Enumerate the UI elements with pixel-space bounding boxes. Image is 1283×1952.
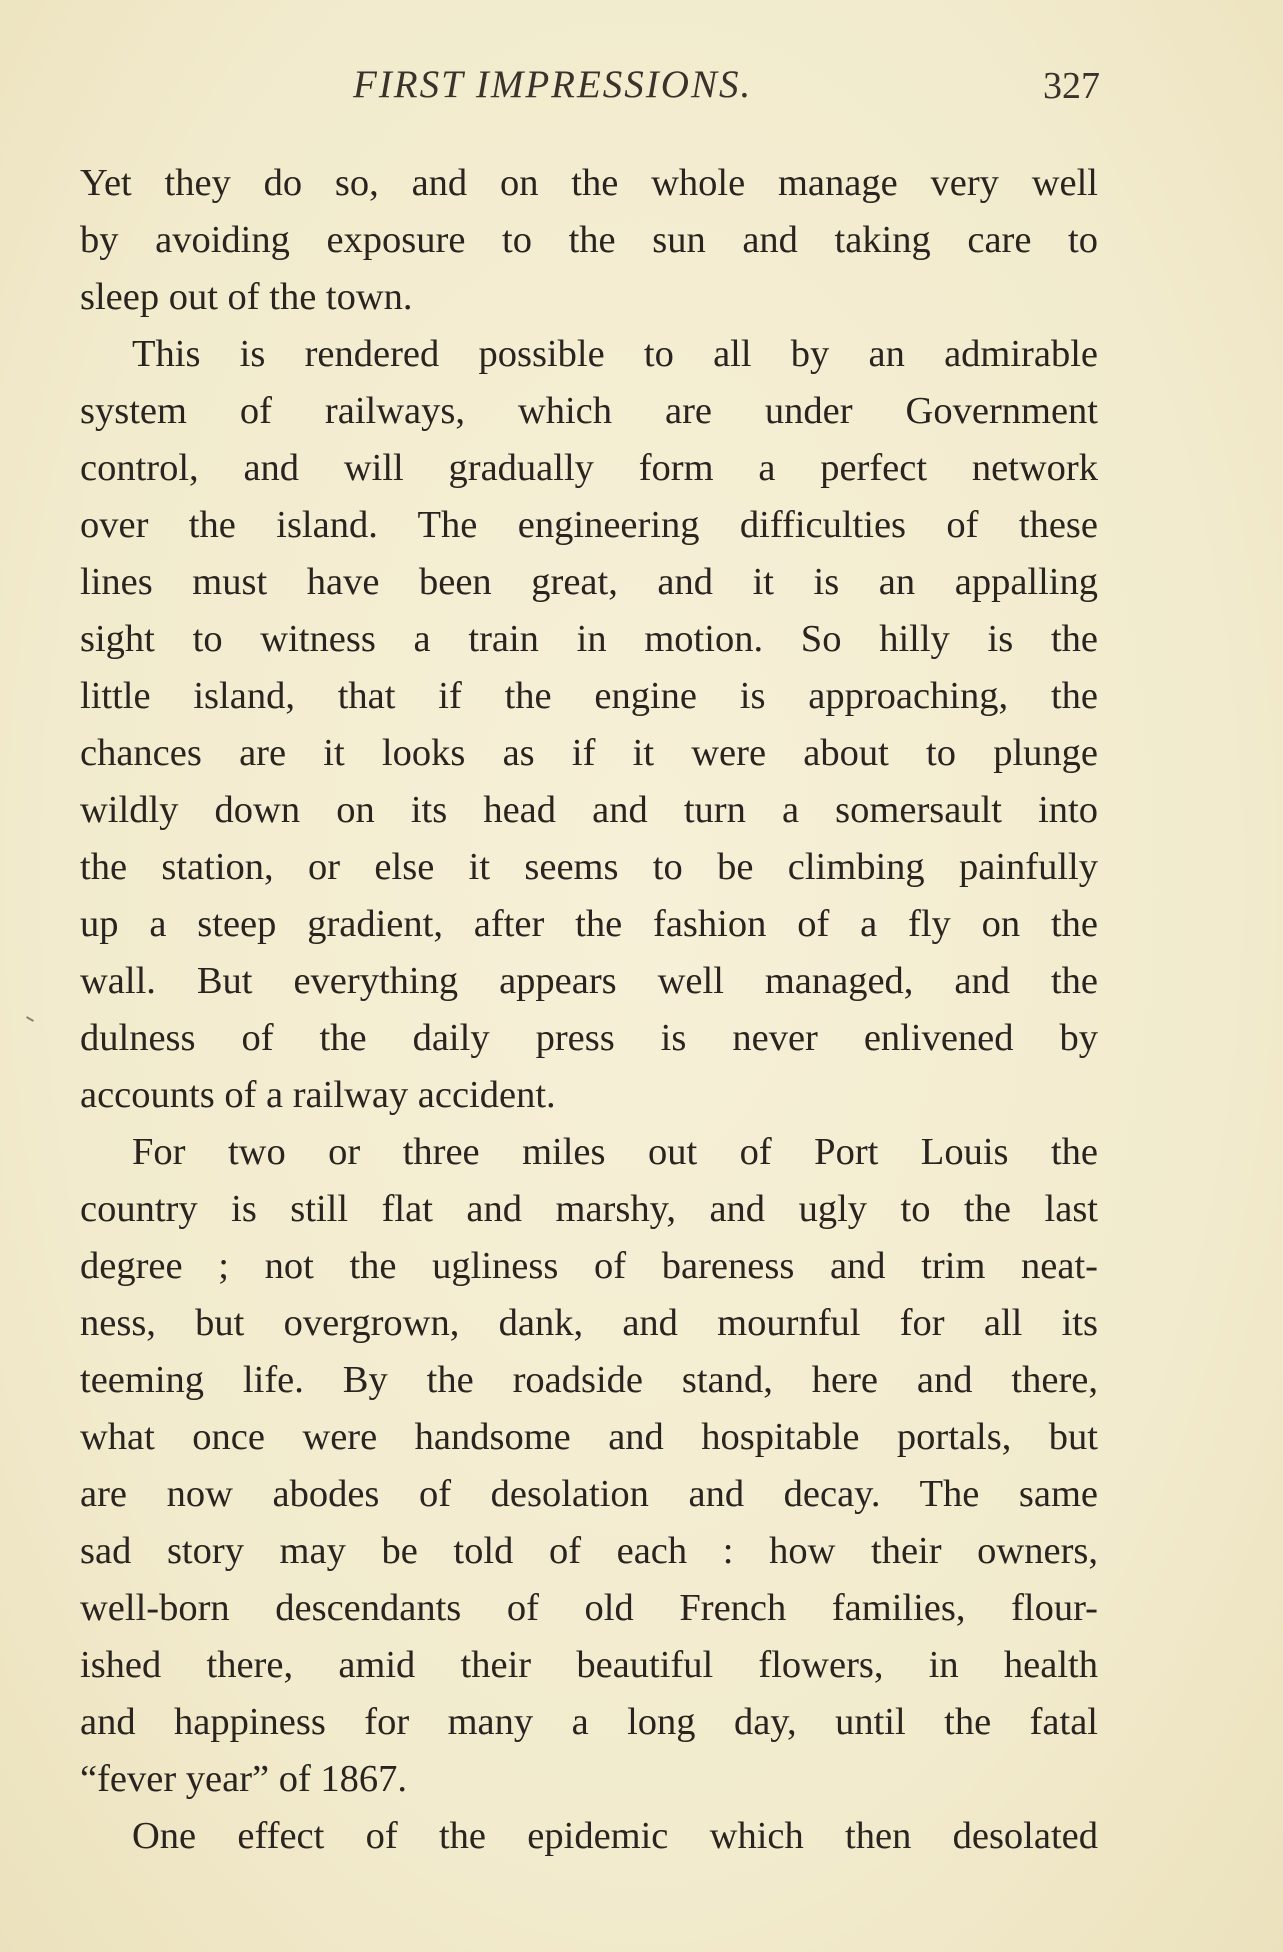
running-head [80,62,1100,112]
text-line: well-born descendants of old French families, flour- [80,1587,1098,1629]
margin-mark [26,1016,34,1022]
text-line: wall. But everything appears well managed, and the [80,960,1098,1002]
text-line: ness, but overgrown, dank, and mournful for all its [80,1302,1098,1344]
text-line: sight to witness a train in motion. So hilly is the [80,618,1098,660]
text-line: over the island. The engineering difficulties of these [80,504,1098,546]
text-line: the station, or else it seems to be climbing painfully [80,846,1098,888]
page-number: 327 [1043,65,1100,107]
text-line: up a steep gradient, after the fashion of a fly on the [80,903,1098,945]
text-line: sad story may be told of each : how their owners, [80,1530,1098,1572]
text-line: accounts of a railway accident. [80,1074,556,1116]
text-line: dulness of the daily press is never enlivened by [80,1017,1098,1059]
text-line: and happiness for many a long day, until the fatal [80,1701,1098,1743]
text-line: little island, that if the engine is approaching, the [80,675,1098,717]
text-line: “fever year” of 1867. [80,1758,408,1800]
text-line: lines must have been great, and it is an appalling [80,561,1098,603]
paragraph [80,1124,1098,1808]
text-line: wildly down on its head and turn a somersault into [80,789,1098,831]
text-line: control, and will gradually form a perfect network [80,447,1098,489]
paragraph [80,326,1098,1124]
text-line: ished there, amid their beautiful flowers, in health [80,1644,1098,1686]
text-line: teeming life. By the roadside stand, here and there, [80,1359,1098,1401]
text-line: This is rendered possible to all by an admirable [132,333,1098,375]
running-title: FIRST IMPRESSIONS. [353,63,753,106]
text-line: Yet they do so, and on the whole manage very well [80,162,1098,204]
text-line: One effect of the epidemic which then desolated [132,1815,1098,1857]
text-line: what once were handsome and hospitable portals, but [80,1416,1098,1458]
body-text [80,155,1098,1865]
text-line: For two or three miles out of Port Louis the [132,1131,1098,1173]
paragraph [80,155,1098,326]
text-line: country is still flat and marshy, and ugly to the last [80,1188,1098,1230]
text-line: by avoiding exposure to the sun and taking care to [80,219,1098,261]
paragraph [80,1808,1098,1865]
text-line: degree ; not the ugliness of bareness and trim neat- [80,1245,1098,1287]
text-line: are now abodes of desolation and decay. The same [80,1473,1098,1515]
text-line: system of railways, which are under Government [80,390,1098,432]
text-line: sleep out of the town. [80,276,413,318]
text-line: chances are it looks as if it were about to plunge [80,732,1098,774]
